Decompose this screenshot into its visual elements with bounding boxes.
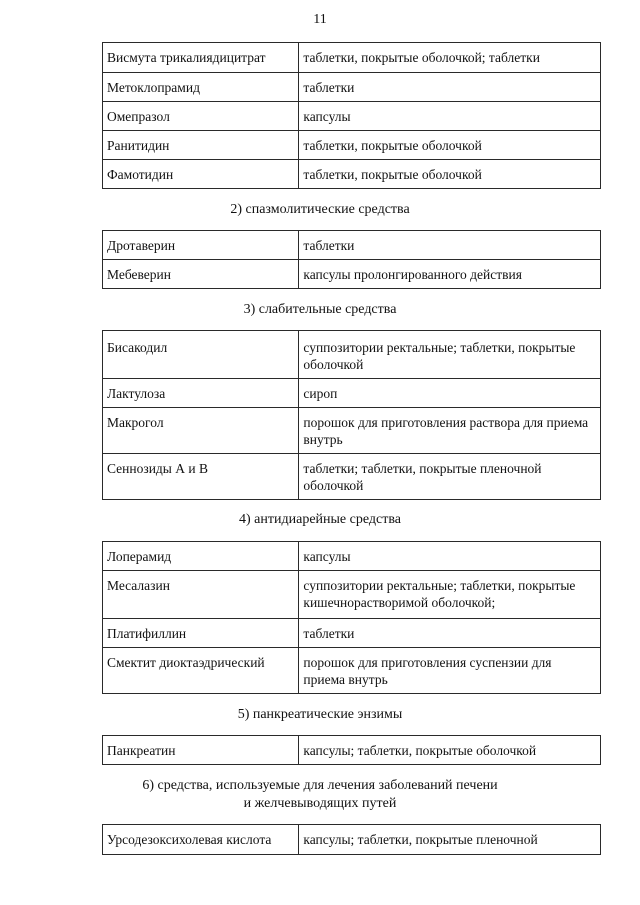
section-title-pancreatic-enzymes: 5) панкреатические энзимы: [237, 707, 403, 722]
dosage-form-cell: таблетки; таблетки, покрытые пленочной оболочкой: [299, 454, 601, 500]
dosage-form-cell: таблетки: [299, 73, 601, 102]
drug-name-cell: Омепразол: [103, 102, 299, 131]
drug-name-cell: Смектит диоктаэдрический: [103, 648, 299, 694]
table-row: [103, 571, 601, 619]
table-row: [103, 736, 601, 765]
drug-name-cell: Панкреатин: [103, 736, 299, 765]
drug-name-cell: Лоперамид: [103, 542, 299, 571]
drug-name-cell: Висмута трикалиядицитрат: [103, 43, 299, 73]
drug-name-cell: Мебеверин: [103, 260, 299, 289]
drug-table-antispasmodics: [102, 230, 601, 289]
section-title-laxatives: 3) слабительные средства: [243, 302, 397, 317]
table-row: [103, 408, 601, 454]
drug-name-cell: Урсодезоксихолевая кислота: [103, 825, 299, 855]
dosage-form-cell: порошок для приготовления раствора для приема внутрь: [299, 408, 601, 454]
table-row: [103, 73, 601, 102]
drug-table-antacids: [102, 42, 601, 189]
table-row: [103, 825, 601, 855]
drug-table-laxatives: [102, 330, 601, 500]
section-title-antidiarrheals: 4) антидиарейные средства: [239, 512, 401, 527]
drug-name-cell: Ранитидин: [103, 131, 299, 160]
dosage-form-cell: капсулы пролонгированного действия: [299, 260, 601, 289]
dosage-form-cell: таблетки: [299, 619, 601, 648]
drug-name-cell: Макрогол: [103, 408, 299, 454]
drug-name-cell: Фамотидин: [103, 160, 299, 189]
drug-table-antidiarrheals: [102, 541, 601, 694]
table-row: [103, 260, 601, 289]
table-row: [103, 131, 601, 160]
drug-name-cell: Сеннозиды А и В: [103, 454, 299, 500]
page-number: 11: [313, 12, 327, 27]
dosage-form-cell: капсулы; таблетки, покрытые оболочкой: [299, 736, 601, 765]
table-row: [103, 331, 601, 379]
table-row: [103, 619, 601, 648]
drug-name-cell: Бисакодил: [103, 331, 299, 379]
table-row: [103, 454, 601, 500]
drug-table-liver-bile: [102, 824, 601, 855]
drug-name-cell: Лактулоза: [103, 379, 299, 408]
dosage-form-cell: суппозитории ректальные; таблетки, покрытые оболочкой: [299, 331, 601, 379]
table-row: [103, 43, 601, 73]
drug-table-pancreatic-enzymes: [102, 735, 601, 765]
dosage-form-cell: суппозитории ректальные; таблетки, покрытые кишечнорастворимой оболочкой;: [299, 571, 601, 619]
section-title-liver-bile-line-2: и желчевыводящих путей: [243, 796, 397, 811]
table-row: [103, 379, 601, 408]
drug-name-cell: Метоклопрамид: [103, 73, 299, 102]
drug-name-cell: Дротаверин: [103, 231, 299, 260]
drug-name-cell: Месалазин: [103, 571, 299, 619]
dosage-form-cell: таблетки, покрытые оболочкой: [299, 131, 601, 160]
dosage-form-cell: таблетки, покрытые оболочкой: [299, 160, 601, 189]
dosage-form-cell: капсулы: [299, 102, 601, 131]
table-row: [103, 160, 601, 189]
table-row: [103, 648, 601, 694]
section-title-liver-bile-line-1: 6) средства, используемые для лечения заболеваний печени: [142, 778, 498, 793]
table-row: [103, 102, 601, 131]
dosage-form-cell: таблетки, покрытые оболочкой; таблетки: [299, 43, 601, 73]
table-row: [103, 231, 601, 260]
dosage-form-cell: порошок для приготовления суспензии для приема внутрь: [299, 648, 601, 694]
dosage-form-cell: таблетки: [299, 231, 601, 260]
table-row: [103, 542, 601, 571]
dosage-form-cell: сироп: [299, 379, 601, 408]
section-title-antispasmodics: 2) спазмолитические средства: [230, 202, 410, 217]
drug-name-cell: Платифиллин: [103, 619, 299, 648]
dosage-form-cell: капсулы: [299, 542, 601, 571]
dosage-form-cell: капсулы; таблетки, покрытые пленочной: [299, 825, 601, 855]
